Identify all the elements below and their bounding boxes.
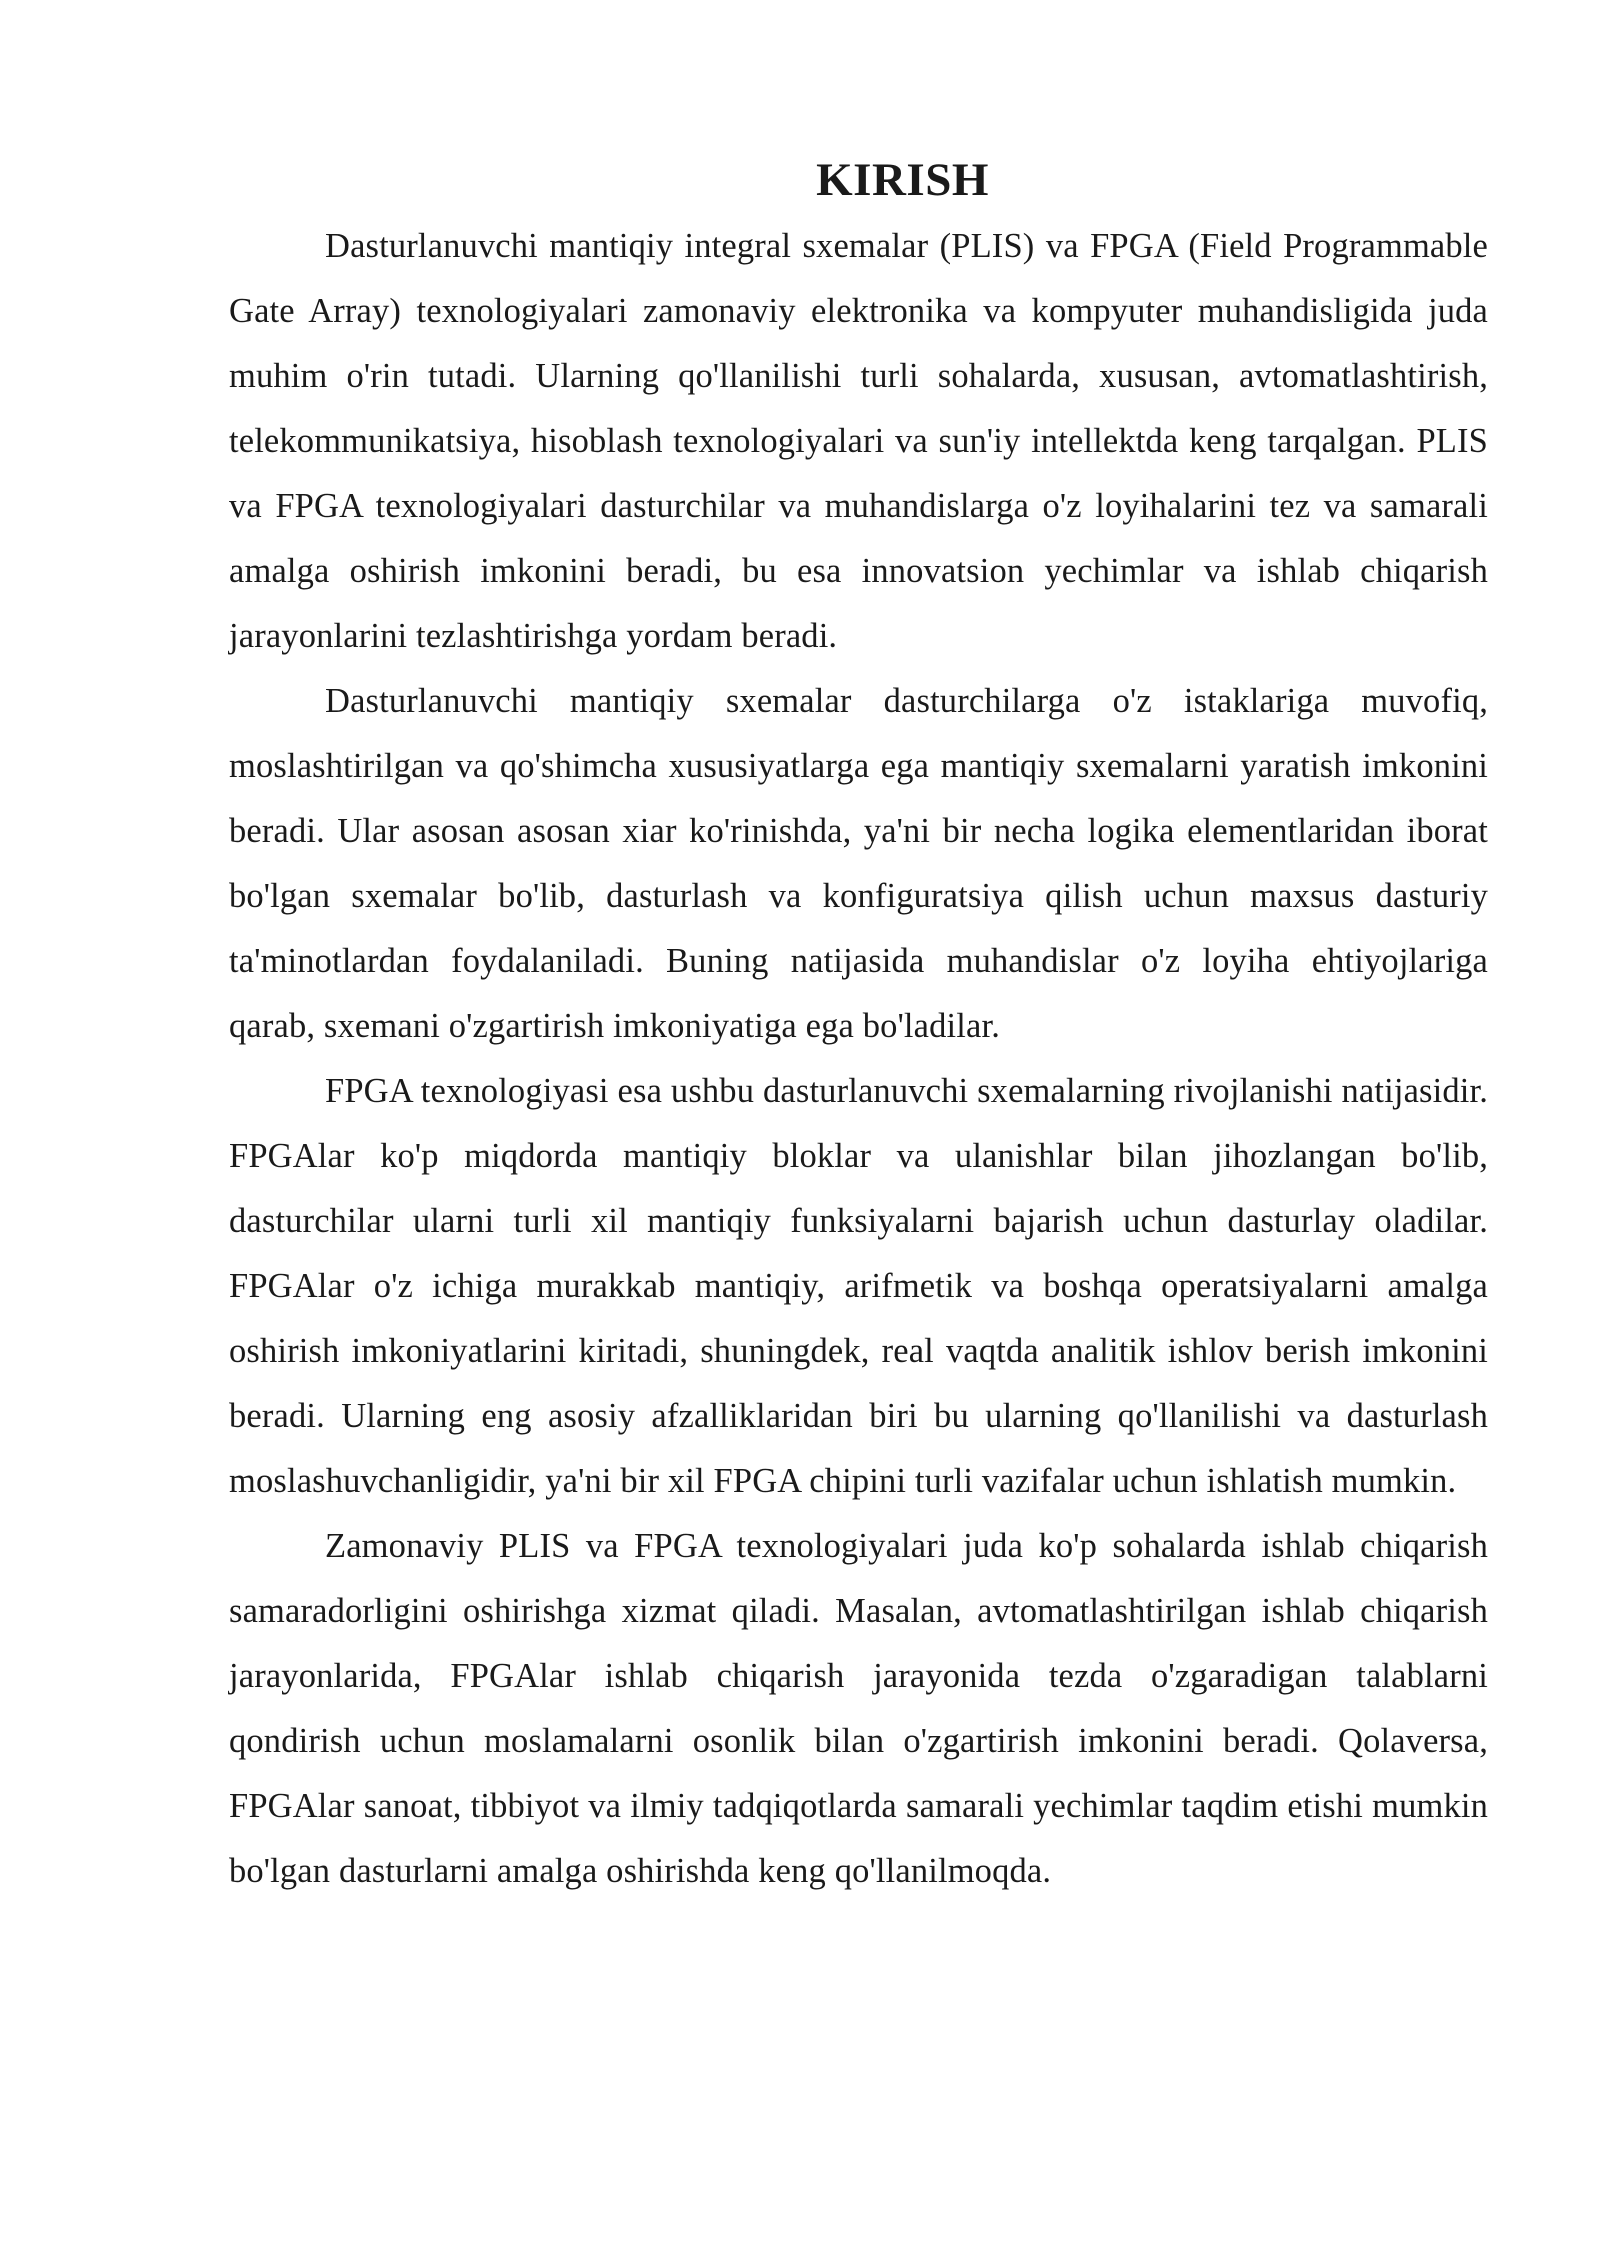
paragraph-3: FPGA texnologiyasi esa ushbu dasturlanuvchi sxemalarning rivojlanishi natijasidir. FPGAlar ko'p miqdorda mantiqiy bloklar va ulanishlar bilan jihozlangan bo'lib, dasturchilar ularni turli xil mantiqiy funksiyalarni bajarish uchun dasturlay oladilar. FPGAlar o'z ichiga murakkab mantiqiy, arifmetik va boshqa operatsiyalarni amalga oshirish imkoniyatlarini kiritadi, shuningdek, real vaqtda analitik ishlov berish imkonini beradi. Ularning eng asosiy afzalliklaridan biri bu ularning qo'llanilishi va dasturlash moslashuvchanligidir, ya'ni bir xil FPGA chipini turli vazifalar uchun ishlatish mumkin. — [229, 1072, 1488, 1500]
paragraph-1: Dasturlanuvchi mantiqiy integral sxemalar (PLIS) va FPGA (Field Programmable Gate Array) texnologiyalari zamonaviy elektronika va kompyuter muhandisligida juda muhim o'rin tutadi. Ularning qo'llanilishi turli sohalarda, xususan, avtomatlashtirish, telekommunikatsiya, hisoblash texnologiyalari va sun'iy intellektda keng tarqalgan. PLIS va FPGA texnologiyalari dasturchilar va muhandislarga o'z loyihalarini tez va samarali amalga oshirish imkonini beradi, bu esa innovatsion yechimlar va ishlab chiqarish jarayonlarini tezlashtirishga yordam beradi. — [229, 227, 1488, 655]
paragraph-2: Dasturlanuvchi mantiqiy sxemalar dasturchilarga o'z istaklariga muvofiq, moslashtirilgan va qo'shimcha xususiyatlarga ega mantiqiy sxemalarni yaratish imkonini beradi. Ular asosan asosan xiar ko'rinishda, ya'ni bir necha logika elementlaridan iborat bo'lgan sxemalar bo'lib, dasturlash va konfiguratsiya qilish uchun maxsus dasturiy ta'minotlardan foydalaniladi. Buning natijasida muhandislar o'z loyiha ehtiyojlariga qarab, sxemani o'zgartirish imkoniyatiga ega bo'ladilar. — [229, 682, 1488, 1045]
section-title: KIRISH — [816, 154, 989, 206]
document-page — [229, 150, 1488, 1904]
paragraph-4: Zamonaviy PLIS va FPGA texnologiyalari juda ko'p sohalarda ishlab chiqarish samaradorligini oshirishga xizmat qiladi. Masalan, avtomatlashtirilgan ishlab chiqarish jarayonlarida, FPGAlar ishlab chiqarish jarayonida tezda o'zgaradigan talablarni qondirish uchun moslamalarni osonlik bilan o'zgartirish imkonini beradi. Qolaversa, FPGAlar sanoat, tibbiyot va ilmiy tadqiqotlarda samarali yechimlar taqdim etishi mumkin bo'lgan dasturlarni amalga oshirishda keng qo'llanilmoqda. — [229, 1527, 1488, 1890]
